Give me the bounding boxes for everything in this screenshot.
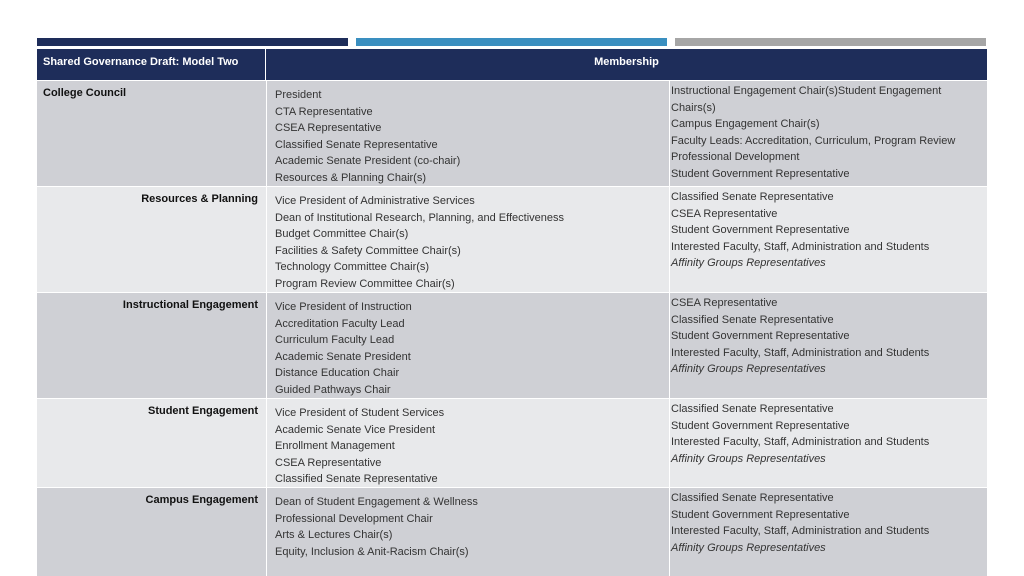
additional-members	[670, 187, 987, 292]
member-item: Classified Senate Representative	[275, 473, 438, 485]
member-item: Campus Engagement Chair(s)	[671, 118, 820, 130]
core-members	[266, 81, 670, 186]
member-item: Academic Senate Vice President	[275, 423, 435, 436]
member-item: CSEA Representative	[671, 207, 778, 220]
member-item: Resources & Planning Chair(s)	[275, 171, 427, 184]
additional-members	[670, 81, 987, 186]
core-members	[266, 488, 670, 576]
member-item: CSEA Representative	[671, 297, 778, 309]
accent-bar-blue	[356, 38, 667, 46]
table-row	[37, 187, 987, 292]
committee-name: Student Engagement	[147, 405, 258, 417]
member-item: Facilities & Safety Committee Chair(s)	[275, 244, 461, 257]
member-item: Classified Senate Representative	[671, 191, 834, 203]
member-item: Curriculum Faculty Lead	[275, 334, 395, 346]
member-item: Student Government Representative	[671, 419, 850, 432]
member-item: CSEA Representative	[275, 456, 382, 469]
member-item: Interested Faculty, Staff, Administration and Students	[671, 525, 930, 537]
affinity-groups: Affinity Groups Representatives	[671, 363, 826, 375]
member-item: Classified Senate Representative	[275, 138, 438, 151]
member-item: Academic Senate President (co-chair)	[275, 155, 461, 167]
table-row	[37, 488, 987, 576]
core-members	[266, 187, 670, 292]
member-item: Accreditation Faculty Lead	[275, 317, 405, 330]
accent-bar-gray	[675, 38, 986, 46]
table-row	[37, 81, 987, 186]
member-item: Instructional Engagement Chair(s)Student Engagement	[671, 85, 942, 97]
additional-members	[670, 488, 987, 576]
additional-members	[670, 399, 987, 487]
member-item: CTA Representative	[275, 105, 373, 118]
committee-name: Instructional Engagement	[122, 299, 258, 311]
member-item: Student Government Representative	[671, 330, 850, 342]
member-item: Equity, Inclusion & Anit-Racism Chair(s)	[275, 545, 469, 558]
member-item: Interested Faculty, Staff, Administration and Students	[671, 346, 930, 359]
committee-name: Campus Engagement	[145, 494, 258, 506]
member-item: Enrollment Management	[275, 440, 395, 452]
member-item: Classified Senate Representative	[671, 313, 834, 326]
header-membership: Membership	[594, 56, 659, 68]
member-item: Student Government Representative	[671, 167, 850, 180]
affinity-groups: Affinity Groups Representatives	[671, 257, 826, 269]
affinity-groups: Affinity Groups Representatives	[671, 541, 826, 554]
member-item: Academic Senate President	[275, 350, 411, 363]
member-item: Professional Development Chair	[275, 512, 433, 525]
header-title: Shared Governance Draft: Model Two	[37, 49, 266, 80]
member-item: Professional Development	[671, 151, 800, 163]
member-item: Distance Education Chair	[275, 367, 400, 379]
member-item: Chairs(s)	[671, 101, 716, 114]
member-item: Dean of Institutional Research, Planning, and Effectiveness	[275, 211, 565, 224]
affinity-groups: Affinity Groups Representatives	[671, 452, 826, 465]
member-item: Technology Committee Chair(s)	[275, 261, 430, 273]
core-members	[266, 399, 670, 487]
core-members	[266, 293, 670, 398]
member-item: CSEA Representative	[275, 122, 382, 134]
member-item: Classified Senate Representative	[671, 492, 834, 504]
member-item: Interested Faculty, Staff, Administration and Students	[671, 436, 930, 448]
member-item: Student Government Representative	[671, 508, 850, 521]
member-item: Vice President of Administrative Services	[275, 195, 475, 207]
member-item: Budget Committee Chair(s)	[275, 228, 409, 240]
additional-members	[670, 293, 987, 398]
member-item: Program Review Committee Chair(s)	[275, 277, 455, 290]
member-item: President	[275, 89, 322, 101]
member-item: Student Government Representative	[671, 224, 850, 236]
accent-bar-navy	[37, 38, 348, 46]
committee-name: College Council	[43, 87, 127, 99]
table-row	[37, 293, 987, 398]
member-item: Dean of Student Engagement & Wellness	[275, 496, 478, 508]
member-item: Interested Faculty, Staff, Administration and Students	[671, 240, 930, 253]
committee-name: Resources & Planning	[141, 193, 258, 205]
member-item: Guided Pathways Chair	[275, 383, 391, 396]
table-header	[37, 49, 987, 80]
member-item: Vice President of Instruction	[275, 301, 412, 313]
table-row	[37, 399, 987, 487]
member-item: Faculty Leads: Accreditation, Curriculum, Program Review	[671, 134, 956, 147]
member-item: Classified Senate Representative	[671, 403, 834, 415]
member-item: Vice President of Student Services	[275, 407, 445, 419]
member-item: Arts & Lectures Chair(s)	[275, 529, 393, 541]
